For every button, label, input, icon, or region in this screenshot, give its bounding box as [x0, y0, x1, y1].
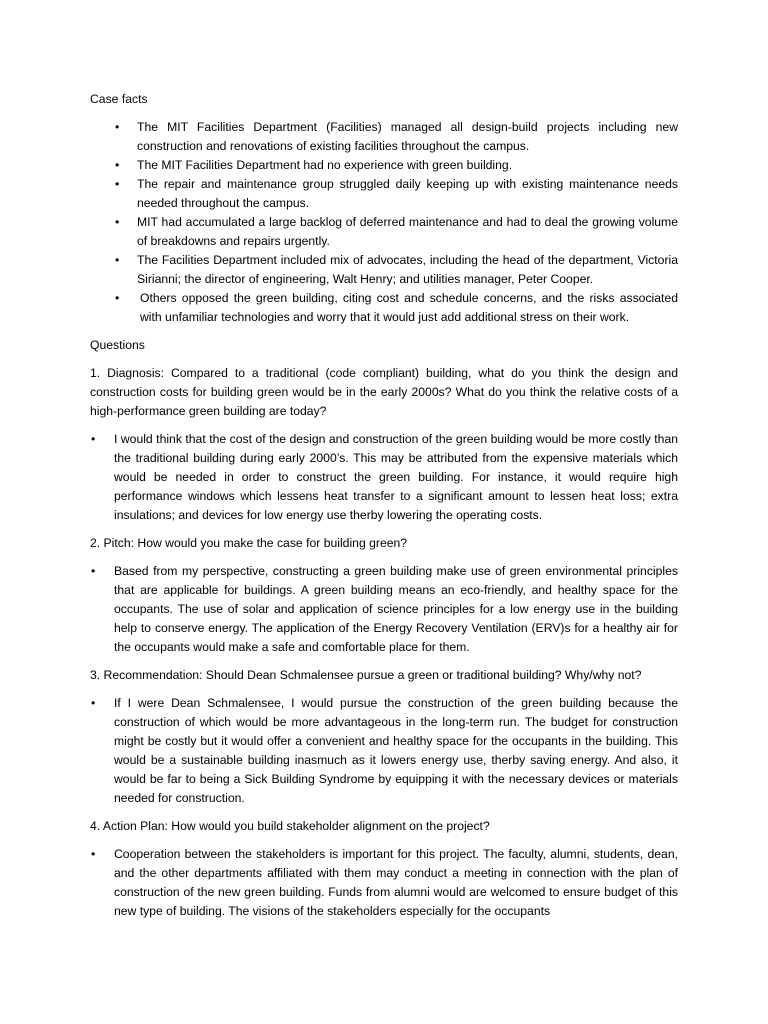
- case-fact-item: • Others opposed the green building, citing cost and schedule concerns, and the risks associated with unfamiliar technologies and worry that it would just add additional stress on their work.: [90, 289, 678, 327]
- answer-list-1: [90, 430, 678, 525]
- document-page: [90, 90, 678, 930]
- question-2: 2. Pitch: How would you make the case for building green?: [90, 536, 408, 550]
- answer-1: • I would think that the cost of the design and construction of the green building would be more costly than the traditional building during early 2000’s. This may be attributed from the expensive materials which would be needed in order to construct the green building. For instance, it would require high performance windows which lessens heat transfer to a significant amount to lessen heat loss; extra insulations; and devices for low energy use therby lowering the operating costs.: [90, 430, 678, 525]
- case-facts-list: [90, 118, 678, 327]
- case-facts-heading: Case facts: [90, 92, 148, 106]
- answer-4: • Cooperation between the stakeholders is important for this project. The faculty, alumni, students, dean, and the other departments affiliated with them may conduct a meeting in connection with the plan of construction of the new green building. Funds from alumni would are welcomed to ensure budget of this new type of building. The visions of the stakeholders especially for the occupants: [90, 845, 678, 921]
- case-fact-item: • MIT had accumulated a large backlog of deferred maintenance and had to deal the growing volume of breakdowns and repairs urgently.: [90, 213, 678, 251]
- answer-2: • Based from my perspective, constructing a green building make use of green environmental principles that are applicable for buildings. A green building means an eco-friendly, and healthy space for the occupants. The use of solar and application of science principles for a low energy use in the building help to conserve energy. The application of the Energy Recovery Ventilation (ERV)s for a healthy air for the occupants would make a safe and comfortable place for them.: [90, 562, 678, 657]
- answer-3: • If I were Dean Schmalensee, I would pursue the construction of the green building because the construction of which would be more advantageous in the long-term run. The budget for construction might be costly but it would offer a convenient and healthy space for the occupants in the building. This would be a sustainable building inasmuch as it lowers energy use, therby saving energy. And also, it would be far to being a Sick Building Syndrome by equipping it with the necessary devices or materials needed for construction.: [90, 694, 678, 808]
- answer-list-3: [90, 694, 678, 808]
- case-fact-item: • The MIT Facilities Department (Facilities) managed all design-build projects including new construction and renovations of existing facilities throughout the campus.: [90, 118, 678, 156]
- question-4: 4. Action Plan: How would you build stakeholder alignment on the project?: [90, 819, 490, 833]
- answer-list-2: [90, 562, 678, 657]
- question-1: 1. Diagnosis: Compared to a traditional (code compliant) building, what do you think the design and construction costs for building green would be in the early 2000s? What do you think the relative costs of a high-performance green building are today?: [90, 366, 678, 418]
- case-fact-item: • The Facilities Department included mix of advocates, including the head of the department, Victoria Sirianni; the director of engineering, Walt Henry; and utilities manager, Peter Cooper.: [90, 251, 678, 289]
- questions-heading: Questions: [90, 338, 145, 352]
- case-fact-item: • The MIT Facilities Department had no experience with green building.: [90, 156, 678, 175]
- question-3: 3. Recommendation: Should Dean Schmalensee pursue a green or traditional building? Why/why not?: [90, 668, 642, 682]
- answer-list-4: [90, 845, 678, 921]
- case-fact-item: • The repair and maintenance group struggled daily keeping up with existing maintenance needs needed throughout the campus.: [90, 175, 678, 213]
